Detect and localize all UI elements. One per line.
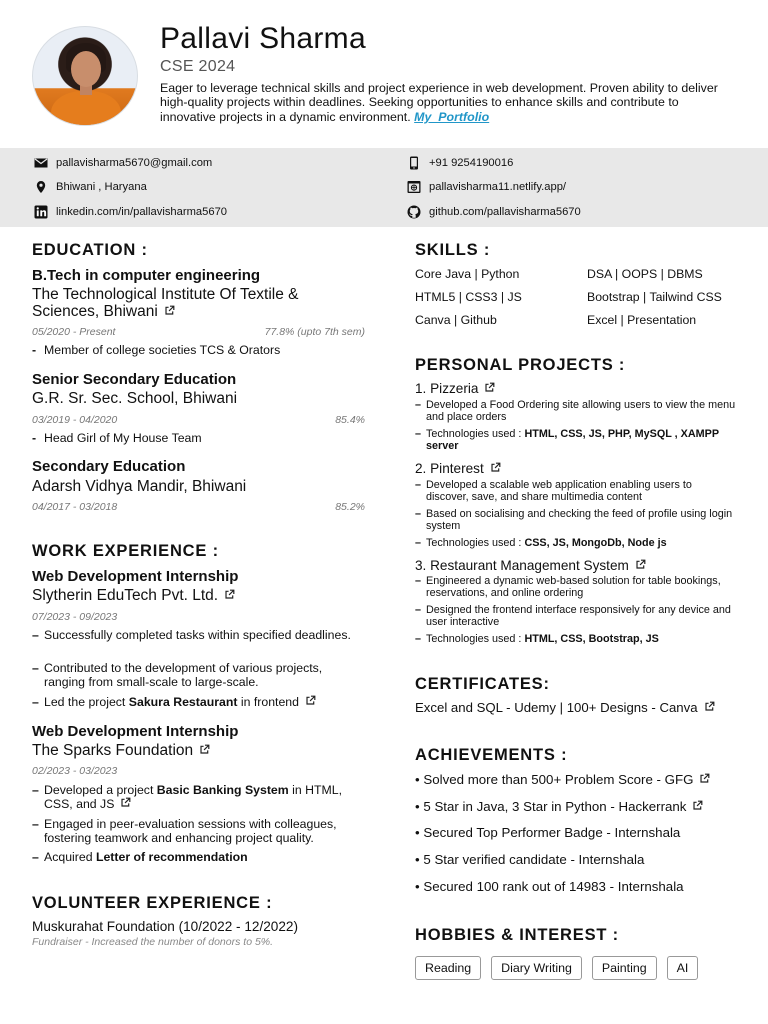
bullet-text: Based on socialising and checking the feed of profile using login system	[426, 508, 733, 532]
education-bullet: - Member of college societies TCS & Orators	[32, 343, 281, 357]
achievement-item: • Secured Top Performer Badge - Internshala	[415, 825, 681, 840]
website-icon	[407, 180, 421, 194]
bullet-text: Contributed to the development of various projects, ranging from small-scale to large-scale.	[44, 661, 323, 690]
education-score: 85.2%	[335, 501, 365, 513]
skill-item: Canva | Github	[415, 313, 497, 327]
work-bullet: – Led the project Sakura Restaurant in frontend	[32, 695, 352, 709]
achievement-text: • Solved more than 500+ Problem Score - GFG	[415, 772, 694, 787]
github-icon	[407, 205, 421, 219]
achievement-item: • Secured 100 rank out of 14983 - Internshala	[415, 879, 684, 894]
bullet-text: Acquired	[44, 850, 96, 864]
external-link-icon[interactable]	[484, 382, 495, 393]
bullet-bold-text: CSS, JS, MongoDb, Node js	[524, 537, 667, 549]
resume-header	[0, 0, 768, 148]
contact-email[interactable]	[34, 155, 212, 171]
volunteer-org: Muskurahat Foundation (10/2022 - 12/2022)	[32, 919, 299, 934]
right-column	[415, 238, 745, 988]
hobbies-heading: HOBBIES & INTEREST :	[415, 926, 619, 944]
work-dates	[32, 765, 365, 777]
education-dates: 05/2020 - Present	[32, 326, 116, 338]
education-score: 85.4%	[335, 414, 365, 426]
location-pin-icon	[34, 180, 48, 194]
skill-item: Excel | Presentation	[587, 313, 697, 327]
work-bullet: – Acquired Letter of recommendation	[32, 850, 248, 864]
skill-item: Bootstrap | Tailwind CSS	[587, 290, 722, 304]
bullet-text: Successfully completed tasks within specified deadlines.	[44, 628, 351, 642]
bullet-bold-text: HTML, CSS, JS, PHP, MySQL , XAMPP server	[426, 428, 719, 452]
project-name: 2. Pinterest	[415, 461, 484, 476]
project-bullet: – Technologies used : HTML, CSS, Bootstrap, JS	[415, 633, 659, 645]
profile-photo	[32, 26, 138, 126]
bullet-text: Designed the frontend interface responsively for any device and user interactive	[426, 604, 731, 628]
project-title[interactable]	[415, 381, 495, 396]
bullet-bold-text: Sakura Restaurant	[128, 695, 238, 709]
external-link-icon[interactable]	[490, 462, 501, 473]
bullet-text: Member of college societies TCS & Orators	[44, 343, 281, 357]
volunteer-desc: Fundraiser - Increased the number of donors to 5%.	[32, 936, 274, 948]
email-text: pallavisharma5670@gmail.com	[56, 157, 213, 169]
linkedin-text: linkedin.com/in/pallavisharma5670	[56, 206, 228, 218]
bullet-text: Engaged in peer-evaluation sessions with colleagues, fostering teamwork and enhancing project quality.	[44, 817, 337, 846]
external-link-icon[interactable]	[120, 797, 131, 808]
achievement-text: • 5 Star in Java, 3 Star in Python - Hackerrank	[415, 799, 687, 814]
external-link-icon[interactable]	[692, 800, 703, 811]
bullet-text: Engineered a dynamic web-based solution for table bookings, reservations, and online ordering	[426, 575, 721, 599]
bullet-text: Led the project	[44, 695, 129, 709]
education-dates: 04/2017 - 03/2018	[32, 501, 118, 513]
phone-icon	[407, 156, 421, 170]
achievement-item[interactable]	[415, 772, 710, 787]
work-company[interactable]	[32, 587, 235, 604]
contact-github[interactable]	[407, 204, 581, 220]
bullet-text: Developed a project	[44, 783, 157, 797]
education-score: 77.8% (upto 7th sem)	[264, 326, 365, 338]
summary-text: Eager to leverage technical skills and project experience in web development. Proven ability to deliver high-quality projects within deadlines. Seeking opportunities to enhance skills and contribute to innovative projects in a dynamic environment.	[160, 81, 718, 124]
external-link-icon[interactable]	[635, 559, 646, 570]
bullet-text: Technologies used :	[426, 537, 525, 549]
work-role: Web Development Internship	[32, 723, 239, 740]
location-text: Bhiwani , Haryana	[56, 181, 147, 193]
work-company[interactable]	[32, 742, 210, 759]
work-bullet: – Engaged in peer-evaluation sessions with colleagues, fostering teamwork and enhancing project quality.	[32, 817, 352, 846]
hobby-tag: AI	[667, 956, 699, 980]
education-school: Adarsh Vidhya Mandir, Bhiwani	[32, 478, 247, 495]
skill-item: Core Java | Python	[415, 267, 520, 281]
candidate-name: Pallavi Sharma	[160, 22, 366, 55]
mail-icon	[34, 156, 48, 170]
portfolio-link[interactable]: My_Portfolio	[414, 109, 490, 124]
left-column	[32, 238, 368, 958]
contact-bar	[0, 148, 768, 227]
contact-location	[34, 179, 147, 195]
bullet-bold-text: Letter of recommendation	[95, 850, 248, 864]
project-bullet: – Designed the frontend interface responsively for any device and user interactive	[415, 605, 737, 628]
education-meta	[32, 326, 365, 338]
bullet-text: Technologies used :	[426, 428, 525, 440]
education-heading: EDUCATION :	[32, 241, 148, 259]
work-bullet: – Developed a project Basic Banking System in HTML, CSS, and JS	[32, 783, 342, 812]
project-bullet: – Developed a scalable web application enabling users to discover, save, and share multimedia content	[415, 480, 737, 503]
achievement-item: • 5 Star verified candidate - Internshala	[415, 852, 645, 867]
hobbies-list	[415, 956, 698, 980]
github-text: github.com/pallavisharma5670	[429, 206, 581, 218]
project-title[interactable]	[415, 558, 646, 573]
contact-linkedin[interactable]	[34, 204, 227, 220]
work-bullet: – Successfully completed tasks within specified deadlines.	[32, 628, 351, 642]
external-link-icon[interactable]	[699, 773, 710, 784]
certificates-text: Excel and SQL - Udemy | 100+ Designs - Canva	[415, 700, 698, 715]
profile-summary	[160, 81, 730, 124]
project-bullet: – Based on socialising and checking the feed of profile using login system	[415, 509, 737, 532]
education-bullet: - Head Girl of My House Team	[32, 431, 202, 445]
company-name: The Sparks Foundation	[32, 742, 194, 759]
school-name: The Technological Institute Of Textile & Sciences, Bhiwani	[32, 286, 299, 320]
project-name: 1. Pizzeria	[415, 381, 479, 396]
project-bullet: – Developed a Food Ordering site allowing users to view the menu and place orders	[415, 399, 736, 423]
skill-item: DSA | OOPS | DBMS	[587, 267, 703, 281]
external-link-icon[interactable]	[199, 744, 210, 755]
education-meta	[32, 501, 365, 513]
external-link-icon[interactable]	[704, 701, 715, 712]
volunteer-heading: VOLUNTEER EXPERIENCE :	[32, 894, 273, 912]
hobby-tag: Diary Writing	[491, 956, 582, 980]
projects-heading: PERSONAL PROJECTS :	[415, 356, 626, 374]
company-name: Slytherin EduTech Pvt. Ltd.	[32, 587, 219, 604]
bullet-bold-text: HTML, CSS, Bootstrap, JS	[524, 633, 659, 645]
bullet-text: in HTML, CSS, and JS	[44, 783, 342, 812]
education-school: G.R. Sr. Sec. School, Bhiwani	[32, 390, 238, 407]
website-text: pallavisharma11.netlify.app/	[429, 181, 567, 193]
skill-item: HTML5 | CSS3 | JS	[415, 290, 522, 304]
work-heading: WORK EXPERIENCE :	[32, 542, 219, 560]
work-dates-text: 07/2023 - 09/2023	[32, 611, 118, 623]
education-degree: B.Tech in computer engineering	[32, 267, 261, 284]
contact-phone[interactable]	[407, 155, 513, 171]
external-link-icon[interactable]	[164, 305, 175, 316]
education-meta	[32, 414, 365, 426]
work-dates-text: 02/2023 - 03/2023	[32, 765, 118, 777]
phone-text: +91 9254190016	[429, 157, 514, 169]
project-title[interactable]	[415, 461, 501, 476]
achievement-item[interactable]	[415, 799, 703, 814]
hobby-tag: Painting	[592, 956, 657, 980]
bullet-text: in frontend	[237, 695, 299, 709]
skills-list	[415, 267, 747, 327]
contact-website[interactable]	[407, 179, 566, 195]
work-dates	[32, 611, 365, 623]
certificates-line[interactable]	[415, 700, 715, 715]
work-bullet: – Contributed to the development of various projects, ranging from small-scale to large-scale.	[32, 661, 352, 690]
project-name: 3. Restaurant Management System	[415, 558, 629, 573]
bullet-text: Technologies used :	[426, 633, 525, 645]
linkedin-icon	[34, 205, 48, 219]
bullet-text: Developed a scalable web application enabling users to discover, save, and share multimedia content	[426, 479, 692, 503]
bullet-text: Head Girl of My House Team	[44, 431, 202, 445]
candidate-degree: CSE 2024	[160, 58, 236, 75]
education-dates: 03/2019 - 04/2020	[32, 414, 118, 426]
bullet-text: Developed a Food Ordering site allowing users to view the menu and place orders	[426, 399, 736, 423]
project-bullet: – Engineered a dynamic web-based solution for table bookings, reservations, and online ordering	[415, 576, 737, 599]
project-bullet: – Technologies used : CSS, JS, MongoDb, Node js	[415, 537, 667, 549]
certificates-heading: CERTIFICATES:	[415, 675, 550, 693]
external-link-icon[interactable]	[224, 589, 235, 600]
skills-heading: SKILLS :	[415, 241, 491, 259]
education-degree: Senior Secondary Education	[32, 371, 237, 388]
external-link-icon[interactable]	[305, 695, 316, 706]
education-school[interactable]	[32, 286, 352, 320]
project-bullet: – Technologies used : HTML, CSS, JS, PHP, MySQL , XAMPP server	[415, 428, 719, 452]
education-degree: Secondary Education	[32, 458, 186, 475]
bullet-bold-text: Basic Banking System	[156, 783, 289, 797]
hobby-tag: Reading	[415, 956, 481, 980]
work-role: Web Development Internship	[32, 568, 239, 585]
achievements-heading: ACHIEVEMENTS :	[415, 746, 568, 764]
